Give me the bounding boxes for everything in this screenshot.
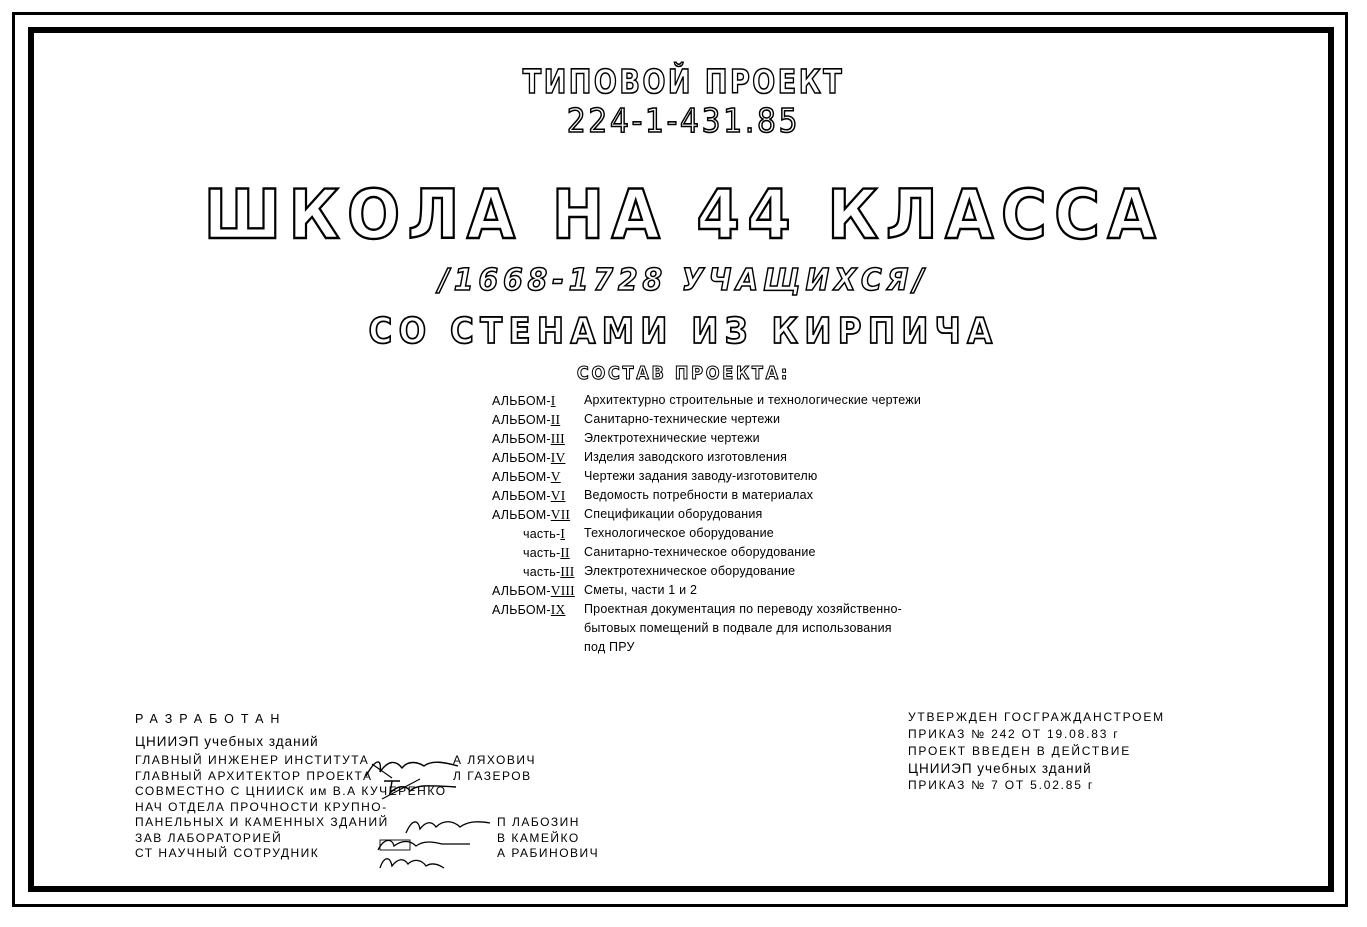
album-number: III xyxy=(550,431,565,446)
album-text: Проектная документация по переводу хозяйственно- xyxy=(584,602,902,616)
album-part-row xyxy=(492,562,932,581)
album-prefix: АЛЬБОМ- xyxy=(492,603,551,617)
album-row xyxy=(492,410,932,429)
album-text-continuation: бытовых помещений в подвале для использования xyxy=(584,621,892,635)
signature-5 xyxy=(376,852,446,872)
album-row xyxy=(492,429,932,448)
students-count: /1668-1728 УЧАЩИХСЯ/ xyxy=(438,263,929,298)
project-type: ТИПОВОЙ ПРОЕКТ xyxy=(522,62,845,101)
album-row xyxy=(492,448,932,467)
album-text: Сметы, части 1 и 2 xyxy=(584,583,698,597)
album-text: Изделия заводского изготовления xyxy=(584,450,788,464)
signature-3 xyxy=(402,817,492,837)
album-text-continuation: под ПРУ xyxy=(584,640,635,654)
staff-role: СОВМЕСТНО С ЦНИИСК им В.А КУЧЕРЕНКО xyxy=(135,784,447,798)
album-number: IV xyxy=(550,450,566,465)
part-number: II xyxy=(560,545,570,560)
staff-name: А РАБИНОВИЧ xyxy=(497,846,600,860)
album-text: Спецификации оборудования xyxy=(584,507,763,521)
staff-role: СТ НАУЧНЫЙ СОТРУДНИК xyxy=(135,846,320,860)
album-row xyxy=(492,391,932,410)
album-number: II xyxy=(550,412,561,427)
page-title: ШКОЛА НА 44 КЛАССА xyxy=(203,176,1164,255)
developers-heading: РАЗРАБОТАН xyxy=(135,712,287,726)
approval-line: ПРОЕКТ ВВЕДЕН В ДЕЙСТВИЕ xyxy=(908,744,1132,758)
album-number: IX xyxy=(550,602,566,617)
album-prefix: АЛЬБОМ- xyxy=(492,413,551,427)
staff-line xyxy=(135,800,615,816)
staff-name: В КАМЕЙКО xyxy=(497,830,580,845)
part-prefix: часть- xyxy=(523,527,561,541)
part-text: Электротехническое оборудование xyxy=(584,564,796,578)
album-prefix: АЛЬБОМ- xyxy=(492,489,551,503)
album-number: I xyxy=(550,393,556,408)
album-text: Электротехнические чертежи xyxy=(584,431,760,445)
album-row xyxy=(492,600,932,619)
album-text: Санитарно-технические чертежи xyxy=(584,412,781,426)
album-prefix: АЛЬБОМ- xyxy=(492,432,551,446)
developer-org: ЦНИИЭП учебных зданий xyxy=(135,733,319,749)
album-number: VIII xyxy=(550,583,575,598)
part-number: III xyxy=(560,564,575,579)
album-prefix: АЛЬБОМ- xyxy=(492,584,551,598)
staff-line xyxy=(135,784,615,800)
approval-order: ПРИКАЗ № 7 ОТ 5.02.85 г xyxy=(908,778,1095,792)
staff-role: ГЛАВНЫЙ ИНЖЕНЕР ИНСТИТУТА xyxy=(135,753,370,767)
album-row xyxy=(492,467,932,486)
album-prefix: АЛЬБОМ- xyxy=(492,470,551,484)
album-text: Архитектурно строительные и технологические чертежи xyxy=(584,393,922,407)
part-text: Технологическое оборудование xyxy=(584,526,774,540)
part-text: Санитарно-техническое оборудование xyxy=(584,545,816,559)
project-number: 224-1-431.85 xyxy=(566,101,801,140)
staff-name: П ЛАБОЗИН xyxy=(497,815,580,829)
staff-role: ГЛАВНЫЙ АРХИТЕКТОР ПРОЕКТА xyxy=(135,768,373,783)
staff-role: НАЧ ОТДЕЛА ПРОЧНОСТИ КРУПНО- xyxy=(135,799,388,814)
approval-line: УТВЕРЖДЕН ГОСГРАЖДАНСТРОЕМ xyxy=(908,710,1165,724)
album-prefix: АЛЬБОМ- xyxy=(492,508,551,522)
album-text: Чертежи задания заводу-изготовителю xyxy=(584,469,818,483)
album-part-row xyxy=(492,543,932,562)
signature-2 xyxy=(380,775,460,801)
album-row xyxy=(492,505,932,524)
album-row xyxy=(492,581,932,600)
staff-line xyxy=(135,815,615,831)
staff-name: Л ГАЗЕРОВ xyxy=(453,768,532,783)
approval-block xyxy=(908,709,1208,794)
staff-role: ЗАВ ЛАБОРАТОРИЕЙ xyxy=(135,830,283,845)
album-prefix: АЛЬБОМ- xyxy=(492,451,551,465)
album-text: Ведомость потребности в материалах xyxy=(584,488,814,502)
part-prefix: часть- xyxy=(523,565,561,579)
wall-material: СО СТЕНАМИ ИЗ КИРПИЧА xyxy=(368,311,999,352)
part-number: I xyxy=(560,526,566,541)
album-number: VII xyxy=(550,507,571,522)
part-prefix: часть- xyxy=(523,546,561,560)
staff-role: ПАНЕЛЬНЫХ И КАМЕННЫХ ЗДАНИЙ xyxy=(135,815,389,829)
composition-title: СОСТАВ ПРОЕКТА: xyxy=(576,363,791,384)
album-number: VI xyxy=(550,488,566,503)
album-part-row xyxy=(492,524,932,543)
album-number: V xyxy=(550,469,561,484)
approval-org: ЦНИИЭП учебных зданий xyxy=(908,761,1092,776)
approval-order: ПРИКАЗ № 242 ОТ 19.08.83 г xyxy=(908,727,1120,741)
album-prefix: АЛЬБОМ- xyxy=(492,394,551,408)
staff-name: А ЛЯХОВИЧ xyxy=(453,753,536,767)
album-list xyxy=(492,391,932,657)
album-row xyxy=(492,486,932,505)
